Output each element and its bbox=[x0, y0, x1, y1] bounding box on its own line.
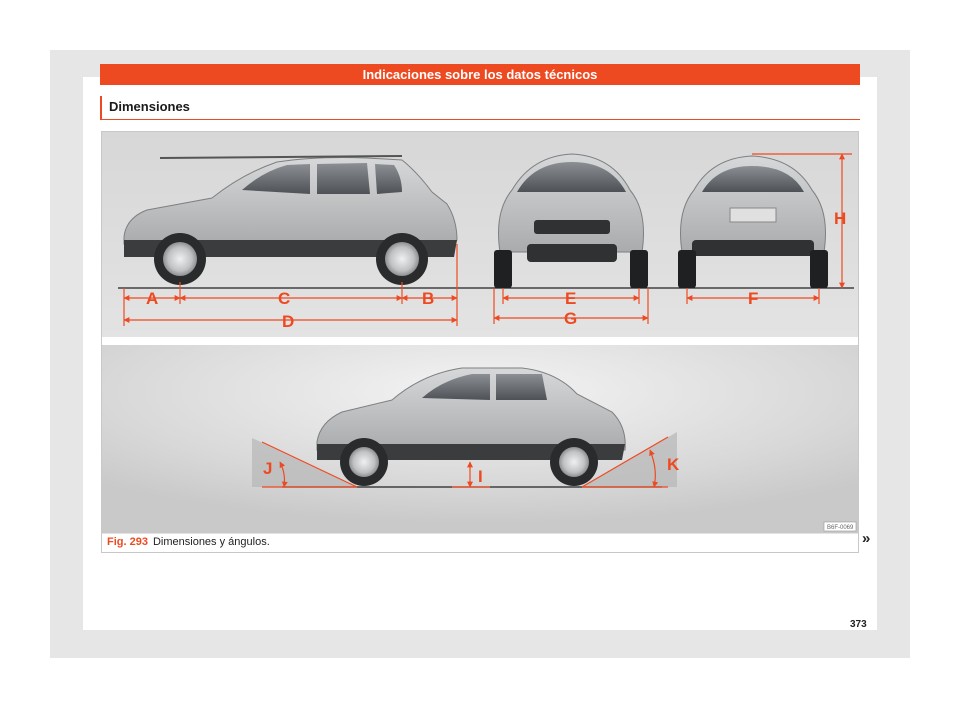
label-c: C bbox=[278, 289, 291, 308]
label-i: I bbox=[478, 467, 483, 486]
figure-code: B6F-0069 bbox=[827, 525, 854, 531]
label-d: D bbox=[282, 312, 295, 331]
label-h: H bbox=[834, 209, 847, 228]
figure-number: Fig. 293 bbox=[107, 536, 148, 548]
figure-caption-text: Dimensiones y ángulos. bbox=[152, 536, 270, 548]
label-k: K bbox=[667, 455, 680, 474]
dimensions-figure bbox=[101, 131, 859, 553]
section-title: Dimensiones bbox=[100, 96, 860, 120]
label-j: J bbox=[263, 459, 273, 478]
label-a: A bbox=[146, 289, 159, 308]
dimensions-illustration bbox=[102, 132, 858, 552]
label-b: B bbox=[422, 289, 435, 308]
label-e: E bbox=[565, 289, 577, 308]
figure-caption bbox=[107, 536, 270, 548]
chapter-header: Indicaciones sobre los datos técnicos bbox=[100, 64, 860, 85]
label-g: G bbox=[564, 309, 578, 328]
continue-mark: » bbox=[862, 530, 871, 547]
label-f: F bbox=[748, 289, 759, 308]
page-number: 373 bbox=[850, 619, 867, 630]
